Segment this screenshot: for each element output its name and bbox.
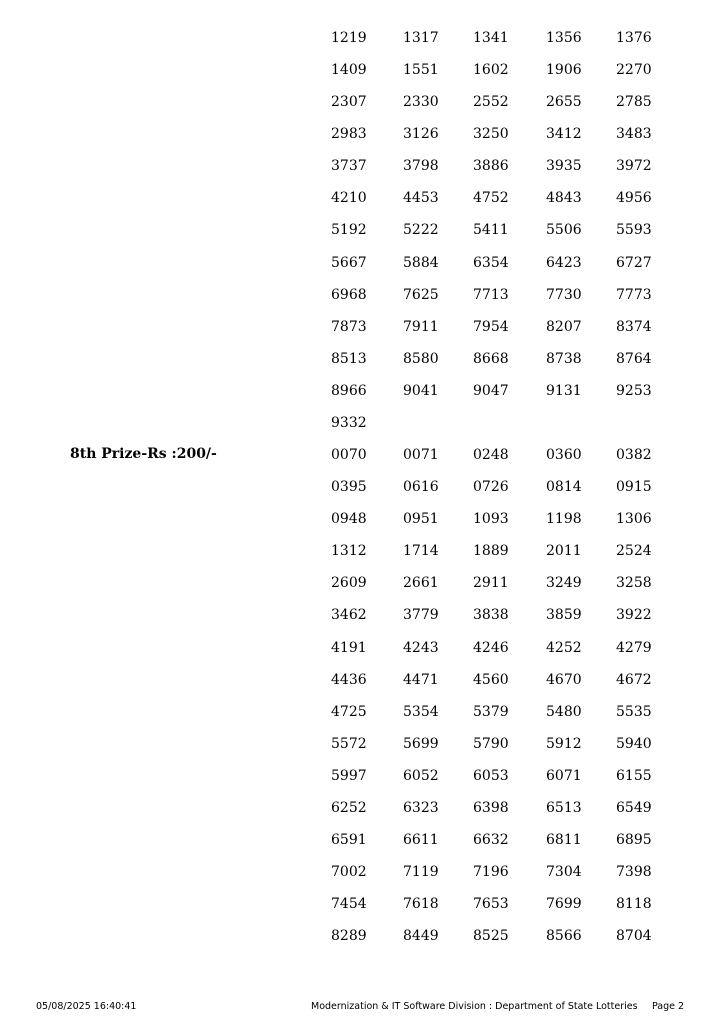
ticket-number: 7618 [403, 896, 439, 913]
ticket-number: 6252 [331, 799, 367, 816]
ticket-number: 1602 [473, 62, 509, 79]
footer-division-text: Modernization & IT Software Division : Department of State Lotteries [311, 1001, 638, 1012]
ticket-number: 0382 [616, 447, 652, 464]
ticket-number: 9332 [331, 414, 367, 431]
ticket-number: 0948 [331, 511, 367, 528]
ticket-number: 7873 [331, 318, 367, 335]
ticket-number: 2270 [616, 62, 652, 79]
footer-page-number: Page 2 [652, 1001, 685, 1012]
ticket-number: 6591 [331, 832, 367, 848]
ticket-number: 8738 [546, 350, 582, 367]
ticket-number: 0951 [403, 511, 439, 528]
footer-datetime: 05/08/2025 16:40:41 [36, 1001, 137, 1012]
ticket-number: 6155 [616, 767, 652, 784]
prize-label-8th: 8th Prize-Rs :200/- [70, 446, 217, 462]
number-row [0, 574, 724, 606]
ticket-number: 5192 [331, 222, 367, 239]
ticket-number: 8118 [616, 896, 652, 913]
ticket-number: 3483 [616, 126, 652, 143]
ticket-number: 0726 [473, 479, 509, 496]
ticket-number: 6423 [546, 254, 582, 271]
ticket-number: 1889 [473, 543, 509, 560]
page-footer [0, 1000, 724, 1016]
ticket-number: 2011 [546, 543, 582, 560]
number-row [0, 286, 724, 318]
ticket-number: 2983 [331, 126, 367, 143]
ticket-number: 1376 [616, 30, 652, 46]
ticket-number: 1312 [331, 543, 367, 560]
ticket-number: 7002 [331, 864, 367, 881]
number-row [0, 29, 724, 61]
number-row [0, 542, 724, 574]
ticket-number: 9253 [616, 382, 652, 399]
ticket-number: 5940 [616, 735, 652, 752]
number-row [0, 61, 724, 93]
ticket-number: 6071 [546, 767, 582, 784]
ticket-number: 5593 [616, 222, 652, 239]
ticket-number: 2330 [403, 94, 439, 111]
ticket-number: 3922 [616, 607, 652, 624]
number-row [0, 189, 724, 221]
number-row [0, 510, 724, 542]
ticket-number: 0814 [546, 479, 582, 496]
ticket-number: 2911 [473, 575, 509, 592]
number-row [0, 767, 724, 799]
ticket-number: 5790 [473, 735, 509, 752]
ticket-number: 7196 [473, 864, 509, 881]
ticket-number: 5506 [546, 222, 582, 239]
ticket-number: 5354 [403, 703, 439, 720]
number-row [0, 927, 724, 959]
number-row [0, 318, 724, 350]
ticket-number: 2661 [403, 575, 439, 592]
ticket-number: 3886 [473, 158, 509, 175]
ticket-number: 2785 [616, 94, 652, 111]
number-row [0, 703, 724, 735]
ticket-number: 3126 [403, 126, 439, 143]
ticket-number: 2655 [546, 94, 582, 111]
ticket-number: 7119 [403, 864, 439, 881]
ticket-number: 6053 [473, 767, 509, 784]
ticket-number: 5997 [331, 767, 367, 784]
ticket-number: 6811 [546, 832, 582, 848]
ticket-number: 6398 [473, 799, 509, 816]
ticket-number: 6727 [616, 254, 652, 271]
ticket-number: 8513 [331, 350, 367, 367]
ticket-number: 1093 [473, 511, 509, 528]
ticket-number: 5379 [473, 703, 509, 720]
ticket-number: 1356 [546, 30, 582, 46]
ticket-number: 6323 [403, 799, 439, 816]
ticket-number: 9041 [403, 382, 439, 399]
ticket-number: 4672 [616, 671, 652, 688]
ticket-number: 2609 [331, 575, 367, 592]
ticket-number: 1317 [403, 30, 439, 46]
ticket-number: 3798 [403, 158, 439, 175]
ticket-number: 5535 [616, 703, 652, 720]
ticket-number: 8704 [616, 928, 652, 945]
ticket-number: 8966 [331, 382, 367, 399]
ticket-number: 3412 [546, 126, 582, 143]
ticket-number: 7398 [616, 864, 652, 881]
ticket-number: 6968 [331, 286, 367, 303]
ticket-number: 9131 [546, 382, 582, 399]
ticket-number: 8207 [546, 318, 582, 335]
ticket-number: 1551 [403, 62, 439, 79]
ticket-number: 7730 [546, 286, 582, 303]
ticket-number: 5912 [546, 735, 582, 752]
ticket-number: 8289 [331, 928, 367, 945]
ticket-number: 5699 [403, 735, 439, 752]
ticket-number: 3462 [331, 607, 367, 624]
ticket-number: 6895 [616, 832, 652, 848]
ticket-number: 7653 [473, 896, 509, 913]
ticket-number: 1306 [616, 511, 652, 528]
ticket-number: 0616 [403, 479, 439, 496]
ticket-number: 3859 [546, 607, 582, 624]
ticket-number: 4243 [403, 639, 439, 656]
ticket-number: 2307 [331, 94, 367, 111]
ticket-number: 9047 [473, 382, 509, 399]
ticket-number: 4191 [331, 639, 367, 656]
ticket-number: 1906 [546, 62, 582, 79]
ticket-number: 4252 [546, 639, 582, 656]
ticket-number: 4670 [546, 671, 582, 688]
ticket-number: 7699 [546, 896, 582, 913]
ticket-number: 7713 [473, 286, 509, 303]
number-row [0, 382, 724, 414]
number-row [0, 671, 724, 703]
number-row [0, 125, 724, 157]
ticket-number: 0915 [616, 479, 652, 496]
ticket-number: 8580 [403, 350, 439, 367]
ticket-number: 4279 [616, 639, 652, 656]
ticket-number: 4453 [403, 190, 439, 207]
number-row [0, 350, 724, 382]
ticket-number: 4843 [546, 190, 582, 207]
ticket-number: 6632 [473, 832, 509, 848]
ticket-number: 4471 [403, 671, 439, 688]
ticket-number: 7304 [546, 864, 582, 881]
ticket-number: 8566 [546, 928, 582, 945]
number-row [0, 414, 724, 446]
ticket-number: 0071 [403, 447, 439, 464]
number-row [0, 606, 724, 638]
ticket-number: 4436 [331, 671, 367, 688]
ticket-number: 3250 [473, 126, 509, 143]
ticket-number: 6052 [403, 767, 439, 784]
ticket-number: 7954 [473, 318, 509, 335]
ticket-number: 8374 [616, 318, 652, 335]
ticket-number: 1714 [403, 543, 439, 560]
ticket-number: 6549 [616, 799, 652, 816]
ticket-number: 3258 [616, 575, 652, 592]
ticket-number: 4752 [473, 190, 509, 207]
ticket-number: 3779 [403, 607, 439, 624]
ticket-number: 8668 [473, 350, 509, 367]
ticket-number: 0395 [331, 479, 367, 496]
ticket-number: 6611 [403, 832, 439, 848]
ticket-number: 4956 [616, 190, 652, 207]
ticket-number: 5222 [403, 222, 439, 239]
ticket-number: 5667 [331, 254, 367, 271]
ticket-number: 3737 [331, 158, 367, 175]
ticket-number: 7911 [403, 318, 439, 335]
ticket-number: 5572 [331, 735, 367, 752]
number-row [0, 831, 724, 863]
ticket-number: 7773 [616, 286, 652, 303]
ticket-number: 2524 [616, 543, 652, 560]
number-row [0, 221, 724, 253]
ticket-number: 2552 [473, 94, 509, 111]
ticket-number: 7454 [331, 896, 367, 913]
number-row [0, 157, 724, 189]
ticket-number: 0070 [331, 447, 367, 464]
ticket-number: 4560 [473, 671, 509, 688]
ticket-number: 4246 [473, 639, 509, 656]
ticket-number: 6354 [473, 254, 509, 271]
ticket-number: 5411 [473, 222, 509, 239]
ticket-number: 4210 [331, 190, 367, 207]
ticket-number: 0248 [473, 447, 509, 464]
ticket-number: 8764 [616, 350, 652, 367]
ticket-number: 3935 [546, 158, 582, 175]
ticket-number: 8449 [403, 928, 439, 945]
ticket-number: 7625 [403, 286, 439, 303]
ticket-number: 4725 [331, 703, 367, 720]
ticket-number: 0360 [546, 447, 582, 464]
number-row [0, 735, 724, 767]
ticket-number: 1219 [331, 30, 367, 46]
number-row [0, 254, 724, 286]
number-row [0, 639, 724, 671]
ticket-number: 1341 [473, 30, 509, 46]
number-row [0, 478, 724, 510]
number-row [0, 799, 724, 831]
number-row [0, 863, 724, 895]
ticket-number: 1198 [546, 511, 582, 528]
ticket-number: 3972 [616, 158, 652, 175]
ticket-number: 1409 [331, 62, 367, 79]
ticket-number: 6513 [546, 799, 582, 816]
ticket-number: 5884 [403, 254, 439, 271]
ticket-number: 8525 [473, 928, 509, 945]
ticket-number: 3249 [546, 575, 582, 592]
number-row [0, 895, 724, 927]
ticket-number: 3838 [473, 607, 509, 624]
ticket-number: 5480 [546, 703, 582, 720]
number-row [0, 93, 724, 125]
